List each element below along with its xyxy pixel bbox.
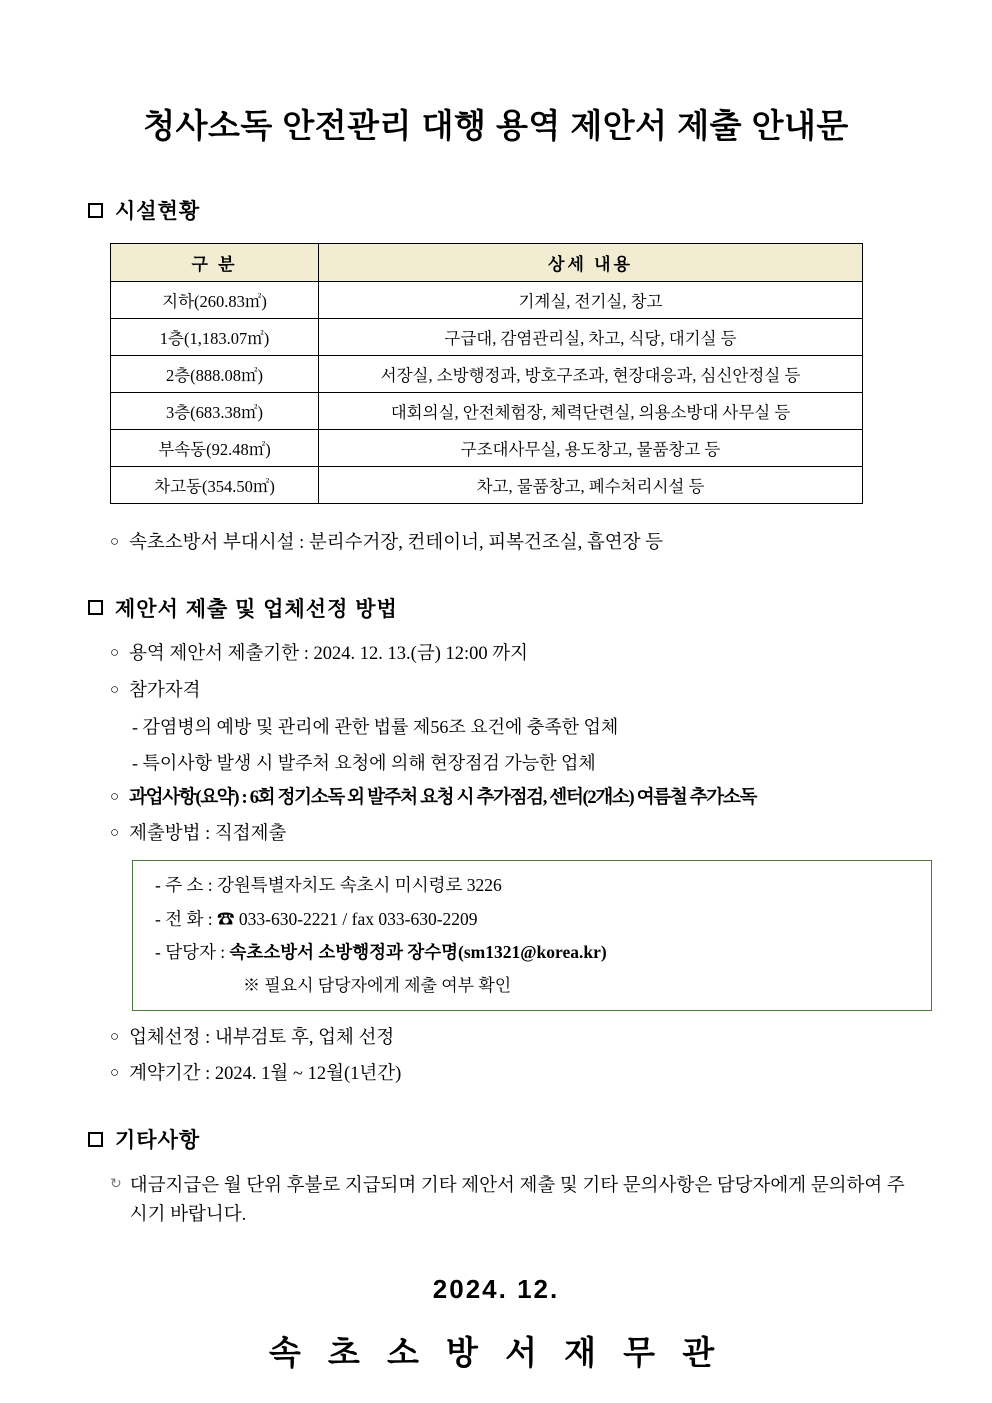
contact-manager [155, 940, 911, 965]
circle-bullet-icon: ○ [110, 1065, 120, 1082]
etc-paragraph [80, 1172, 912, 1229]
contact-phone: - 전 화 : ☎ 033-630-2221 / fax 033-630-2209 [155, 908, 478, 929]
contact-info-box [132, 860, 932, 1010]
proposal-scope-text: 과업사항(요약) : 6회 정기소독 외 발주처 요청 시 추가점검, 센터(2개소) 여름철 추가소독 [129, 787, 757, 808]
table-cell-division: 3층(683.38㎡) [111, 393, 319, 430]
footer-organization: 속 초 소 방 서 재 무 관 [268, 1333, 724, 1371]
etc-text: 대금지급은 월 단위 후불로 지급되며 기타 제안서 제출 및 기타 문의사항은 담당자에게 문의하여 주시기 바랍니다. [129, 1176, 905, 1225]
table-cell-division: 부속동(92.48㎡) [111, 430, 319, 467]
section-title-proposal: 제안서 제출 및 업체선정 방법 [115, 597, 398, 621]
proposal-submit-method [80, 821, 912, 848]
circle-bullet-icon: ○ [110, 534, 120, 550]
circle-bullet-icon: ○ [110, 1028, 120, 1045]
square-bullet-icon [88, 1132, 103, 1147]
circle-bullet-icon: ○ [110, 681, 120, 698]
contact-address: - 주 소 : 강원특별자치도 속초시 미시령로 3226 [155, 875, 502, 896]
proposal-deadline-text: 용역 제안서 제출기한 : 2024. 12. 13.(금) 12:00 까지 [129, 643, 528, 664]
section-header-facility [80, 195, 912, 225]
section-title-facility: 시설현황 [115, 200, 201, 223]
square-bullet-icon [88, 600, 103, 615]
table-row [111, 430, 863, 467]
facility-note [80, 530, 912, 557]
table-cell-division: 차고동(354.50㎡) [111, 467, 319, 504]
contact-manager-value: 속초소방서 소방행정과 장수명(sm1321@korea.kr) [229, 942, 607, 963]
circle-bullet-icon: ○ [110, 788, 120, 805]
section-header-etc [80, 1124, 912, 1154]
table-cell-details: 기계실, 전기실, 창고 [319, 282, 863, 319]
table-header-cell-details: 상세 내용 [319, 244, 863, 282]
page-title: 청사소독 안전관리 대행 용역 제안서 제출 안내문 [143, 107, 849, 144]
table-cell-details: 차고, 물품창고, 폐수처리시설 등 [319, 467, 863, 504]
table-cell-details: 서장실, 소방행정과, 방호구조과, 현장대응과, 심신안정실 등 [319, 356, 863, 393]
proposal-scope [80, 785, 912, 812]
table-cell-details: 구급대, 감염관리실, 차고, 식당, 대기실 등 [319, 319, 863, 356]
table-row [111, 282, 863, 319]
table-cell-division: 지하(260.83㎡) [111, 282, 319, 319]
table-cell-details: 대회의실, 안전체험장, 체력단련실, 의용소방대 사무실 등 [319, 393, 863, 430]
proposal-contract-period [80, 1061, 912, 1088]
proposal-deadline [80, 641, 912, 668]
footer-date: 2024. 12. [432, 1273, 560, 1304]
contact-note: ※ 필요시 담당자에게 제출 여부 확인 [243, 975, 512, 995]
qualification-item-2: - 특이사항 발생 시 발주처 요청에 의해 현장점검 가능한 업체 [132, 752, 596, 773]
section-title-etc: 기타사항 [115, 1129, 201, 1153]
proposal-submit-method-text: 제출방법 : 직접제출 [129, 824, 287, 845]
proposal-qualification [80, 678, 912, 705]
circle-bullet-icon: ○ [110, 644, 120, 661]
table-row [111, 319, 863, 356]
table-row [111, 393, 863, 430]
circle-bullet-icon: ○ [110, 825, 120, 842]
facility-note-text: 속초소방서 부대시설 : 분리수거장, 컨테이너, 피복건조실, 흡연장 등 [129, 533, 663, 553]
proposal-contract-period-text: 계약기간 : 2024. 1월 ~ 12월(1년간) [129, 1064, 402, 1085]
table-cell-division: 1층(1,183.07㎡) [111, 319, 319, 356]
table-row [111, 467, 863, 504]
contact-manager-label: - 담당자 : [155, 942, 230, 963]
proposal-qualification-label: 참가자격 [129, 680, 201, 701]
proposal-selection-text: 업체선정 : 내부검토 후, 업체 선정 [129, 1027, 395, 1048]
section-header-proposal [80, 593, 912, 623]
proposal-selection [80, 1025, 912, 1052]
table-cell-details: 구조대사무실, 용도창고, 물품창고 등 [319, 430, 863, 467]
table-cell-division: 2층(888.08㎡) [111, 356, 319, 393]
loop-bullet-icon: ↻ [110, 1177, 122, 1193]
square-bullet-icon [88, 203, 103, 218]
table-row [111, 356, 863, 393]
table-header-cell-division: 구 분 [111, 244, 319, 282]
table-header-row [111, 244, 863, 282]
document-footer [80, 1274, 912, 1374]
facility-table [110, 243, 863, 504]
qualification-item-1: - 감염병의 예방 및 관리에 관한 법률 제56조 요건에 충족한 업체 [132, 717, 619, 738]
